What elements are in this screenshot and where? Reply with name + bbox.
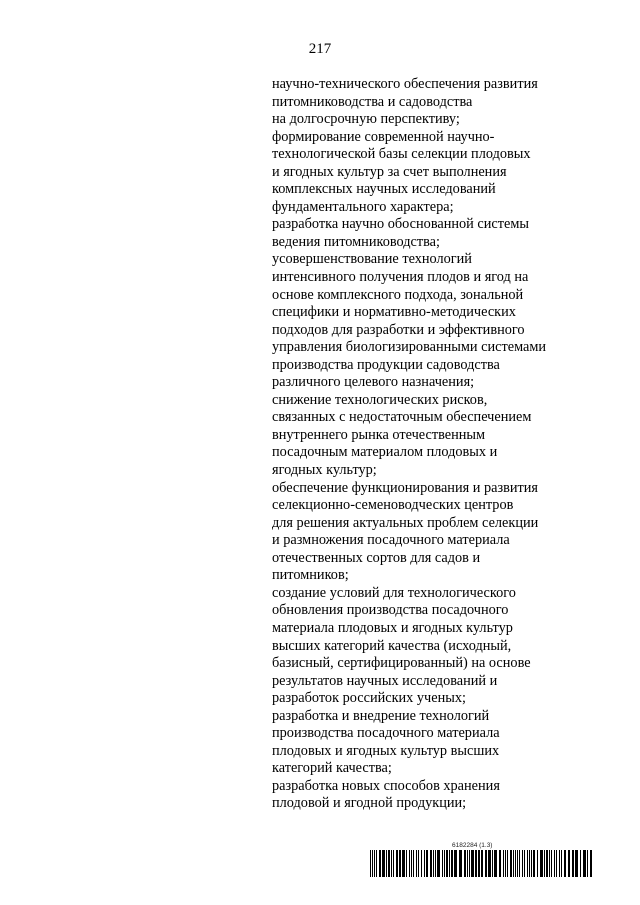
barcode-bar — [485, 850, 487, 877]
barcode-bar — [505, 850, 506, 877]
barcode-bar — [575, 850, 578, 877]
barcode-bar — [478, 850, 480, 877]
barcode-bar — [527, 850, 528, 877]
text-line: разработка и внедрение технологий — [272, 707, 490, 724]
barcode-bar — [454, 850, 457, 877]
barcode-bar — [372, 850, 373, 877]
text-line: производства посадочного материала — [272, 725, 500, 742]
barcode-bar — [446, 850, 448, 877]
barcode-bar — [551, 850, 552, 877]
barcode-bar — [572, 850, 574, 877]
text-line: фундаментального характера; — [272, 198, 454, 215]
barcode-bar — [388, 850, 390, 877]
barcode-bar — [437, 850, 440, 877]
barcode-bar — [519, 850, 520, 877]
text-line: усовершенствование технологий — [272, 251, 472, 268]
text-line: обеспечение функционирования и развития — [272, 479, 538, 496]
barcode-bar — [459, 850, 462, 877]
barcode-bar — [396, 850, 398, 877]
barcode-bar — [469, 850, 470, 877]
barcode-bar — [413, 850, 414, 877]
barcode-bar — [444, 850, 445, 877]
text-line: специфики и нормативно-методических — [272, 304, 516, 321]
text-line: питомниководства и садоводства — [272, 93, 473, 110]
text-line: производства продукции садоводства — [272, 356, 500, 373]
barcode-bar — [544, 850, 545, 877]
text-line: селекционно-семеноводческих центров — [272, 497, 514, 514]
text-line: и ягодных культур за счет выполнения — [272, 163, 507, 180]
barcode-bar — [507, 850, 508, 877]
barcode-bar — [435, 850, 436, 877]
text-line: результатов научных исследований и — [272, 672, 498, 689]
barcode-bar — [421, 850, 422, 877]
text-line: для решения актуальных проблем селекции — [272, 514, 539, 531]
barcode-bar — [522, 850, 523, 877]
barcode-bar — [561, 850, 562, 877]
barcode-bar — [583, 850, 586, 877]
barcode-bar — [370, 850, 371, 877]
barcode-bar — [399, 850, 401, 877]
barcode-bar — [587, 850, 588, 877]
text-line: базисный, сертифицированный) на основе — [272, 655, 531, 672]
text-line: плодовых и ягодных культур высших — [272, 742, 500, 759]
page-number: 217 — [308, 41, 332, 57]
text-line: внутреннего рынка отечественным — [272, 426, 486, 443]
barcode-bar — [517, 850, 518, 877]
barcode-bar — [499, 850, 501, 877]
barcode-bar — [471, 850, 474, 877]
text-line: разработка научно обоснованной системы — [272, 216, 529, 233]
text-line: материала плодовых и ягодных культур — [272, 619, 513, 636]
text-line: технологической базы селекции плодовых — [272, 146, 531, 163]
barcode-bar — [510, 850, 512, 877]
text-line: разработка новых способов хранения — [272, 777, 500, 794]
barcode-bar — [554, 850, 555, 877]
barcode-bar — [515, 850, 516, 877]
barcode-bar — [451, 850, 453, 877]
barcode-bar — [494, 850, 497, 877]
barcode-bar — [433, 850, 434, 877]
text-line: и размножения посадочного материала — [272, 532, 510, 549]
barcode-bar — [376, 850, 377, 877]
text-line: создание условий для технологического — [272, 584, 516, 601]
barcode-bar — [513, 850, 514, 877]
barcode-bar — [492, 850, 493, 877]
barcode-bar — [580, 850, 581, 877]
barcode-bar — [379, 850, 381, 877]
text-line: связанных с недостаточным обеспечением — [272, 409, 532, 426]
barcode-bar — [475, 850, 477, 877]
barcode-bar — [531, 850, 532, 877]
barcode-bar — [430, 850, 432, 877]
barcode-bar — [402, 850, 405, 877]
text-line: научно-технического обеспечения развития — [272, 76, 538, 92]
text-line: обновления производства посадочного — [272, 602, 509, 619]
barcode-bar — [556, 850, 557, 877]
barcode-bar — [467, 850, 468, 877]
body-text — [272, 76, 632, 813]
barcode-bar — [559, 850, 560, 877]
text-line: плодовой и ягодной продукции; — [272, 795, 467, 812]
text-line: на долгосрочную перспективу; — [272, 111, 460, 128]
barcode-bar — [464, 850, 466, 877]
text-line: различного целевого назначения; — [272, 374, 475, 391]
barcode-bar — [442, 850, 443, 877]
text-line: разработок российских ученых; — [272, 690, 466, 707]
text-line: ягодных культур; — [272, 462, 377, 479]
barcode-bar — [481, 850, 483, 877]
barcode-bar — [411, 850, 412, 877]
barcode-bar — [426, 850, 428, 877]
barcode-bar — [540, 850, 543, 877]
text-line: управления биологизированными системами — [272, 339, 547, 356]
barcode-bar — [524, 850, 525, 877]
barcode-bar — [374, 850, 375, 877]
barcode-bar — [418, 850, 419, 877]
barcode-bar — [449, 850, 450, 877]
text-line: отечественных сортов для садов и — [272, 549, 481, 566]
barcode-bar — [564, 850, 566, 877]
text-line: ведения питомниководства; — [272, 233, 440, 250]
barcode-bar — [424, 850, 425, 877]
barcode-bar — [386, 850, 387, 877]
text-line: категорий качества; — [272, 760, 392, 777]
text-line: снижение технологических рисков, — [272, 391, 488, 408]
text-line: интенсивного получения плодов и ягод на — [272, 269, 529, 286]
barcode-bar — [393, 850, 394, 877]
barcode-bar — [537, 850, 538, 877]
barcode-bar — [546, 850, 548, 877]
barcode-bar — [568, 850, 570, 877]
barcode-bar — [406, 850, 407, 877]
text-line: подходов для разработки и эффективного — [272, 321, 525, 338]
text-line: посадочным материалом плодовых и — [272, 444, 498, 461]
barcode-bar — [409, 850, 410, 877]
barcode-icon — [370, 850, 592, 877]
barcode-bar — [549, 850, 550, 877]
barcode-bar — [503, 850, 504, 877]
barcode-bar — [391, 850, 392, 877]
barcode-bar — [533, 850, 535, 877]
barcode-bar — [416, 850, 417, 877]
barcode-bar — [488, 850, 491, 877]
text-line: питомников; — [272, 567, 349, 584]
barcode-bar — [590, 850, 592, 877]
text-line: комплексных научных исследований — [272, 181, 496, 198]
document-code: 6182284 (1.3) — [452, 842, 493, 849]
barcode-bar — [529, 850, 530, 877]
text-line: высших категорий качества (исходный, — [272, 637, 512, 654]
text-line: формирование современной научно- — [272, 128, 495, 145]
barcode-bar — [382, 850, 385, 877]
text-line: основе комплексного подхода, зональной — [272, 286, 524, 303]
